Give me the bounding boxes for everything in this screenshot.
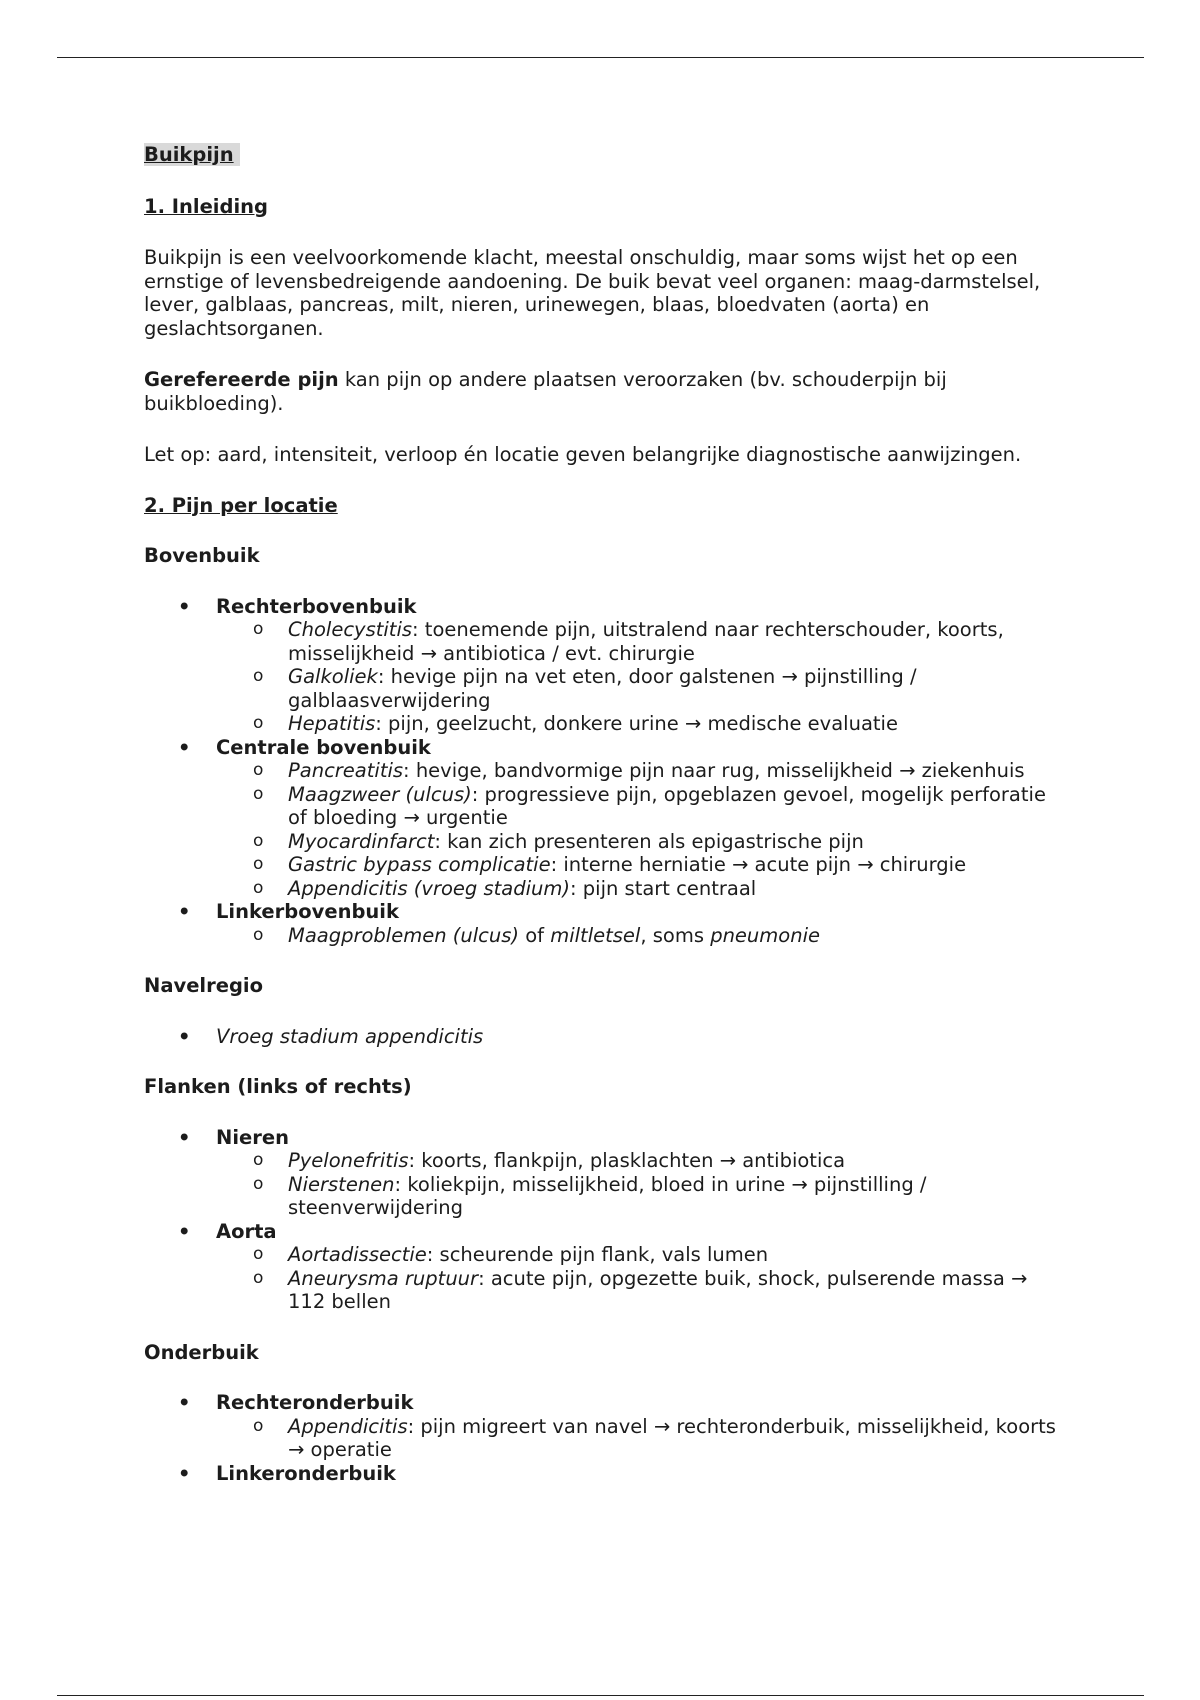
- list-item: o Hepatitis: pijn, geelzucht, donkere urine → medische evaluatie: [253, 712, 898, 735]
- intro-paragraph: Buikpijn is een veelvoorkomende klacht, meestal onschuldig, maar soms wijst het op een ernstige of levensbedreigende aandoening. De buik bevat veel organen: maag-darmstelsel, lever, galblaas, pancreas, milt, nieren, urinewegen, blaas, bloedvaten (aorta) en geslachtsorganen.: [144, 246, 1041, 340]
- list-item: o Pyelonefritis: koorts, flankpijn, plasklachten → antibiotica: [253, 1149, 846, 1172]
- bullet-icon: •: [178, 1125, 191, 1149]
- list-item: o Nierstenen: koliekpijn, misselijkheid, bloed in urine → pijnstilling / steenverwijdering: [253, 1172, 927, 1219]
- subheading-navelregio: Navelregio: [144, 974, 263, 997]
- sublist: [216, 1149, 1064, 1220]
- sub-bullet-icon: o: [253, 666, 264, 686]
- list-item: o Maagproblemen (ulcus) of miltletsel, soms pneumonie: [253, 923, 820, 947]
- sub-bullet-icon: o: [253, 1267, 264, 1288]
- list-item: • Linkeronderbuik: [178, 1461, 396, 1485]
- sub-bullet-icon: o: [253, 783, 264, 804]
- list-item: o Aortadissectie: scheurende pijn flank, vals lumen: [253, 1243, 769, 1266]
- sub-bullet-icon: o: [253, 924, 264, 945]
- subheading-flanken: Flanken (links of rechts): [144, 1075, 412, 1098]
- list-item: o Aneurysma ruptuur: acute pijn, opgezette buik, shock, pulserende massa → 112 bellen: [253, 1266, 1028, 1313]
- referred-pain-term: Gerefereerde pijn: [144, 368, 339, 391]
- bovenbuik-list: [144, 595, 1064, 948]
- list-item: • Linkerbovenbuik o Maagproblemen (ulcus) of miltletsel, soms pneumonie: [216, 900, 1064, 947]
- section-heading-locatie: 2. Pijn per locatie: [144, 493, 338, 517]
- sub-bullet-icon: o: [253, 1173, 264, 1194]
- sub-bullet-icon: o: [253, 619, 264, 639]
- sublist: [216, 618, 1064, 736]
- sub-bullet-icon: o: [253, 1244, 264, 1264]
- list-item: • Centrale bovenbuik o Pancreatitis: hevige, bandvormige pijn naar rug, misselijkheid → ziekenhuis o Maagzweer (ulcus): progressieve pijn, opgeblazen gevoel, mogelijk perforatie of bloeding → urgentie o Myocardinfarct: kan zich presenteren als epigastrische pijn o Gastric bypass complicatie: interne herniatie → acute pijn → chirurgie o Appendicitis (vroeg stadium): pijn start centraal: [216, 736, 1064, 901]
- bullet-icon: •: [178, 1024, 191, 1048]
- sub-bullet-icon: o: [253, 1150, 264, 1170]
- list-item: o Maagzweer (ulcus): progressieve pijn, opgeblazen gevoel, mogelijk perforatie of bloeding → urgentie: [253, 782, 1046, 829]
- bullet-icon: •: [178, 594, 191, 618]
- attention-paragraph: Let op: aard, intensiteit, verloop én locatie geven belangrijke diagnostische aanwijzingen.: [144, 443, 1022, 466]
- sub-bullet-icon: o: [253, 713, 264, 733]
- bullet-icon: •: [178, 1391, 191, 1414]
- list-item: o Myocardinfarct: kan zich presenteren als epigastrische pijn: [253, 829, 864, 853]
- list-item: o Pancreatitis: hevige, bandvormige pijn naar rug, misselijkheid → ziekenhuis: [253, 759, 1025, 782]
- list-item: o Appendicitis (vroeg stadium): pijn start centraal: [253, 876, 757, 900]
- list-item: o Cholecystitis: toenemende pijn, uitstralend naar rechterschouder, koorts, misselijkheid → antibiotica / evt. chirurgie: [253, 618, 1004, 665]
- sub-bullet-icon: o: [253, 854, 264, 874]
- bullet-icon: •: [178, 1461, 191, 1485]
- sub-bullet-icon: o: [253, 760, 264, 780]
- onderbuik-list: [144, 1391, 1064, 1485]
- subheading-bovenbuik: Bovenbuik: [144, 544, 260, 567]
- bullet-icon: •: [178, 1219, 191, 1243]
- section-heading-inleiding: 1. Inleiding: [144, 194, 268, 218]
- subheading-onderbuik: Onderbuik: [144, 1340, 259, 1364]
- page-bottom-rule: [57, 1695, 1144, 1696]
- sublist: [216, 1415, 1064, 1462]
- sub-bullet-icon: o: [253, 830, 264, 851]
- list-item: • Nieren o Pyelonefritis: koorts, flankpijn, plasklachten → antibiotica o Nierstenen: koliekpijn, misselijkheid, bloed in urine → pijnstilling / steenverwijdering: [216, 1126, 1064, 1220]
- list-item: o Appendicitis: pijn migreert van navel → rechteronderbuik, misselijkheid, koorts → operatie: [253, 1414, 1056, 1461]
- list-item: • Vroeg stadium appendicitis: [178, 1024, 484, 1048]
- sub-bullet-icon: o: [253, 1415, 264, 1436]
- navel-list: [144, 1025, 1064, 1049]
- list-item: • Aorta o Aortadissectie: scheurende pijn flank, vals lumen o Aneurysma ruptuur: acute pijn, opgezette buik, shock, pulserende massa → 112 bellen: [216, 1220, 1064, 1314]
- flanken-list: [144, 1126, 1064, 1314]
- list-item: • Rechterbovenbuik o Cholecystitis: toenemende pijn, uitstralend naar rechterschouder, koorts, misselijkheid → antibiotica / evt. chirurgie o Galkoliek: hevige pijn na vet eten, door galstenen → pijnstilling / galblaasverwijdering o Hepatitis: pijn, geelzucht, donkere urine → medische evaluatie: [216, 595, 1064, 736]
- list-item: o Gastric bypass complicatie: interne herniatie → acute pijn → chirurgie: [253, 853, 967, 876]
- sublist: [216, 924, 1064, 948]
- list-item: • Rechteronderbuik o Appendicitis: pijn migreert van navel → rechteronderbuik, misselijkheid, koorts → operatie: [216, 1391, 1064, 1462]
- bullet-icon: •: [178, 735, 191, 759]
- bullet-icon: •: [178, 900, 191, 923]
- page-top-rule: [57, 57, 1144, 58]
- sublist: [216, 1243, 1064, 1314]
- sublist: [216, 759, 1064, 900]
- document-body: [144, 143, 1064, 1485]
- referred-pain-paragraph: Gerefereerde pijn kan pijn op andere plaatsen veroorzaken (bv. schouderpijn bij buikbloeding).: [144, 368, 947, 415]
- sub-bullet-icon: o: [253, 877, 264, 898]
- list-item: o Galkoliek: hevige pijn na vet eten, door galstenen → pijnstilling / galblaasverwijdering: [253, 665, 917, 712]
- document-title: Buikpijn: [144, 143, 1064, 167]
